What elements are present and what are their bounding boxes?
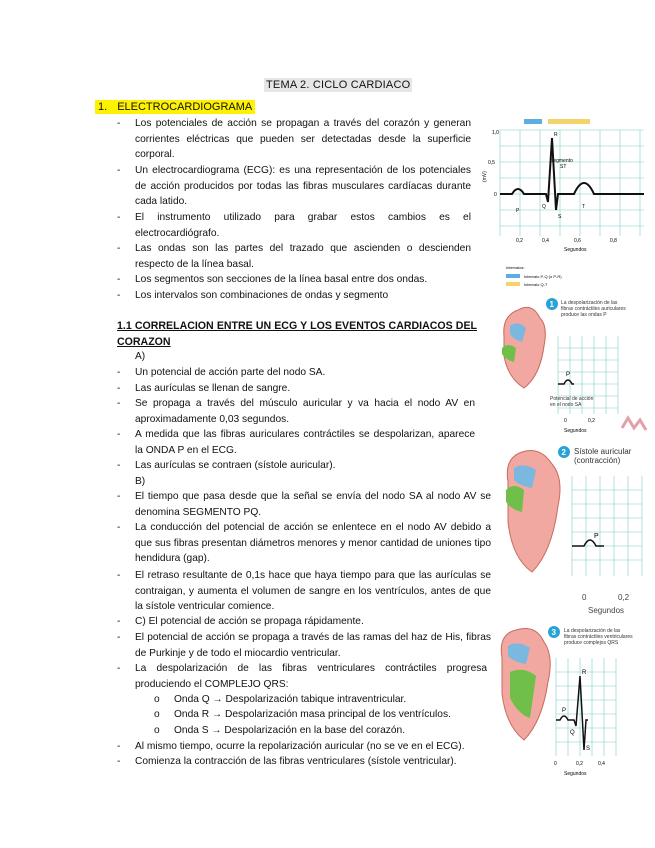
ecg-trace (500, 138, 644, 210)
ecg-grid (500, 130, 644, 236)
step3-trace (556, 676, 591, 752)
page-title: TEMA 2. CICLO CARDIACO (266, 79, 411, 91)
ecg-legend-item: Intervalo P-Q (o P-R) (524, 274, 562, 279)
step3-xtick: 0,4 (598, 761, 605, 767)
step2-grid (572, 476, 642, 576)
sub-list-item-text: Onda R → Despolarización masa principal de los ventrículos. (174, 709, 451, 720)
sub-list-item: o Onda Q → Despolarización tabique intraventricular. (154, 694, 407, 705)
step1-trace (558, 380, 574, 384)
list-item: - La conducción del potencial de acción se enlentece en el nodo AV debido a que sus fibras presentan diámetros menores y menor cantidad de uniones tipo hendidura (gap). (135, 520, 491, 567)
step2-trace (572, 540, 604, 546)
ecg-xlabel: Segundos (564, 247, 587, 253)
section-heading-ecg (95, 100, 255, 114)
step1-xtick: 0,2 (588, 418, 595, 424)
step2-xtick: 0,2 (618, 593, 630, 602)
list-item: - Los segmentos son secciones de la línea basal entre dos ondas. (135, 272, 471, 288)
step3-xtick: 0 (554, 761, 557, 767)
ecg-ytick: 0,5 (488, 160, 495, 166)
ecg-legend-title: Intervalos: (506, 265, 525, 270)
list-item: - Las aurículas se contraen (sístole auricular). (135, 458, 475, 474)
section-number: 1. (98, 101, 108, 113)
ecg-ylabel: (mV) (482, 171, 488, 182)
ecg-xtick: 0,6 (574, 238, 581, 244)
heart-depolarized (502, 345, 516, 362)
step1-xlabel: Segundos (564, 428, 587, 434)
step-caption: La despolarización de las fibras contráctiles auriculares produce las ondas P (561, 300, 626, 318)
step-number: 2 (561, 448, 566, 457)
ecg-label-s: S (558, 214, 562, 220)
step3-label-r: R (582, 670, 587, 676)
list-item: - Un electrocardiograma (ECG): es una representación de los potenciales de acción producidos por todas las fibras musculares cardíacas durante cada latido. (135, 163, 471, 210)
step-number: 1 (549, 300, 554, 309)
step3-xlabel: Segundos (564, 771, 587, 777)
list-item: - Los intervalos son combinaciones de ondas y segmento (135, 288, 471, 304)
ecg-ytick: 0 (494, 192, 497, 198)
interval-bar-pq (524, 119, 542, 124)
ecg-legend-item: Intervalo Q-T (524, 282, 548, 287)
sub-list-item-text: Onda S → Despolarización en la base del corazón. (174, 725, 406, 736)
step3-label-p: P (562, 708, 567, 714)
step-caption: Sístole auricular (contracción) (574, 447, 632, 465)
list-item: - C) El potencial de acción se propaga rápidamente. (135, 614, 491, 630)
ecg-label-r: R (554, 132, 558, 138)
list-item: - Las aurículas se llenan de sangre. (135, 381, 475, 397)
step-caption: La despolarización de las fibras contráctiles ventriculares produce complejos QRS (564, 628, 633, 646)
heart-step-2-figure (500, 442, 652, 616)
list-item: - El tiempo que pasa desde que la señal se envía del nodo SA al nodo AV se denomina SEGMENTO PQ. (135, 489, 491, 520)
ecg-xtick: 0,8 (610, 238, 617, 244)
list-item: - Los potenciales de acción se propagan a través del corazón y generan corrientes eléctricas que pueden ser detectadas desde la superficie corporal. (135, 116, 471, 163)
heart-fragment (622, 418, 646, 430)
section-heading-correlation: 1.1 CORRELACION ENTRE UN ECG Y LOS EVENTOS CARDIACOS DEL CORAZON (117, 320, 477, 348)
list-item: - Un potencial de acción parte del nodo SA. (135, 365, 475, 381)
legend-swatch (506, 282, 520, 286)
step3-xtick: 0,2 (576, 761, 583, 767)
ecg-xtick: 0,2 (516, 238, 523, 244)
ecg-xtick: 0,4 (542, 238, 549, 244)
step1-xtick: 0 (564, 418, 567, 424)
step2-label-p: P (594, 533, 599, 540)
list-item: - El retraso resultante de 0,1s hace que haya tiempo para que las aurículas se contraigan, y aumenta el volumen de sangre en los ventrículos, antes de que la sístole ventricular comience. (135, 568, 491, 615)
step1-potential-label: Potencial de acción en el nodo SA (550, 396, 594, 408)
list-item: - Comienza la contracción de las fibras ventriculares (sístole ventricular). (135, 754, 491, 770)
heart-step-3-figure (490, 622, 652, 780)
sub-label-b: B) (135, 476, 146, 487)
ecg-label-st: ST (560, 164, 567, 170)
list-item: - El potencial de acción se propaga a través de las ramas del haz de His, fibras de Purkinje y de todo el miocardio ventricular. (135, 630, 491, 661)
list-item: - Al mismo tiempo, ocurre la repolarización auricular (no se ve en el ECG). (135, 739, 491, 755)
sub-list-item-text: Onda Q → Despolarización tabique intraventricular. (174, 694, 407, 705)
list-item: - La despolarización de las fibras ventriculares contráctiles progresa produciendo el COMPLEJO QRS: (135, 661, 487, 692)
sub-list-item: o Onda S → Despolarización en la base del corazón. (154, 725, 406, 736)
step3-label-s: S (586, 746, 591, 752)
ecg-label-segmento: Segmento (550, 158, 573, 164)
sub-label-a: A) (135, 351, 146, 362)
step2-xtick: 0 (582, 593, 587, 602)
list-item: - A medida que las fibras auriculares contráctiles se despolarizan, aparece la ONDA P en el ECG. (135, 427, 475, 458)
step1-label-p: P (566, 372, 571, 378)
step3-label-q: Q (570, 730, 575, 736)
sub-list-item: o Onda R → Despolarización masa principal de los ventrículos. (154, 709, 451, 720)
list-item: - Se propaga a través del músculo auricular y va hacia el nodo AV en aproximadamente 0,03 segundos. (135, 396, 475, 427)
ecg-ytick: 1,0 (492, 130, 499, 136)
list-item: - El instrumento utilizado para grabar estos cambios es el electrocardiógrafo. (135, 210, 471, 241)
section-heading-text: ELECTROCARDIOGRAMA (117, 101, 253, 113)
legend-swatch (506, 274, 520, 278)
ecg-figure (478, 114, 648, 292)
ecg-label-q: Q (542, 204, 546, 210)
list-item: - Las ondas son las partes del trazado que ascienden o descienden respecto de la línea basal. (135, 241, 471, 272)
ecg-label-t: T (582, 204, 586, 210)
ecg-label-p: P (516, 208, 520, 214)
interval-bar-qt (548, 119, 590, 124)
step-number: 3 (551, 628, 556, 637)
heart-step-1-figure (494, 296, 652, 440)
step2-xlabel: Segundos (588, 606, 625, 615)
